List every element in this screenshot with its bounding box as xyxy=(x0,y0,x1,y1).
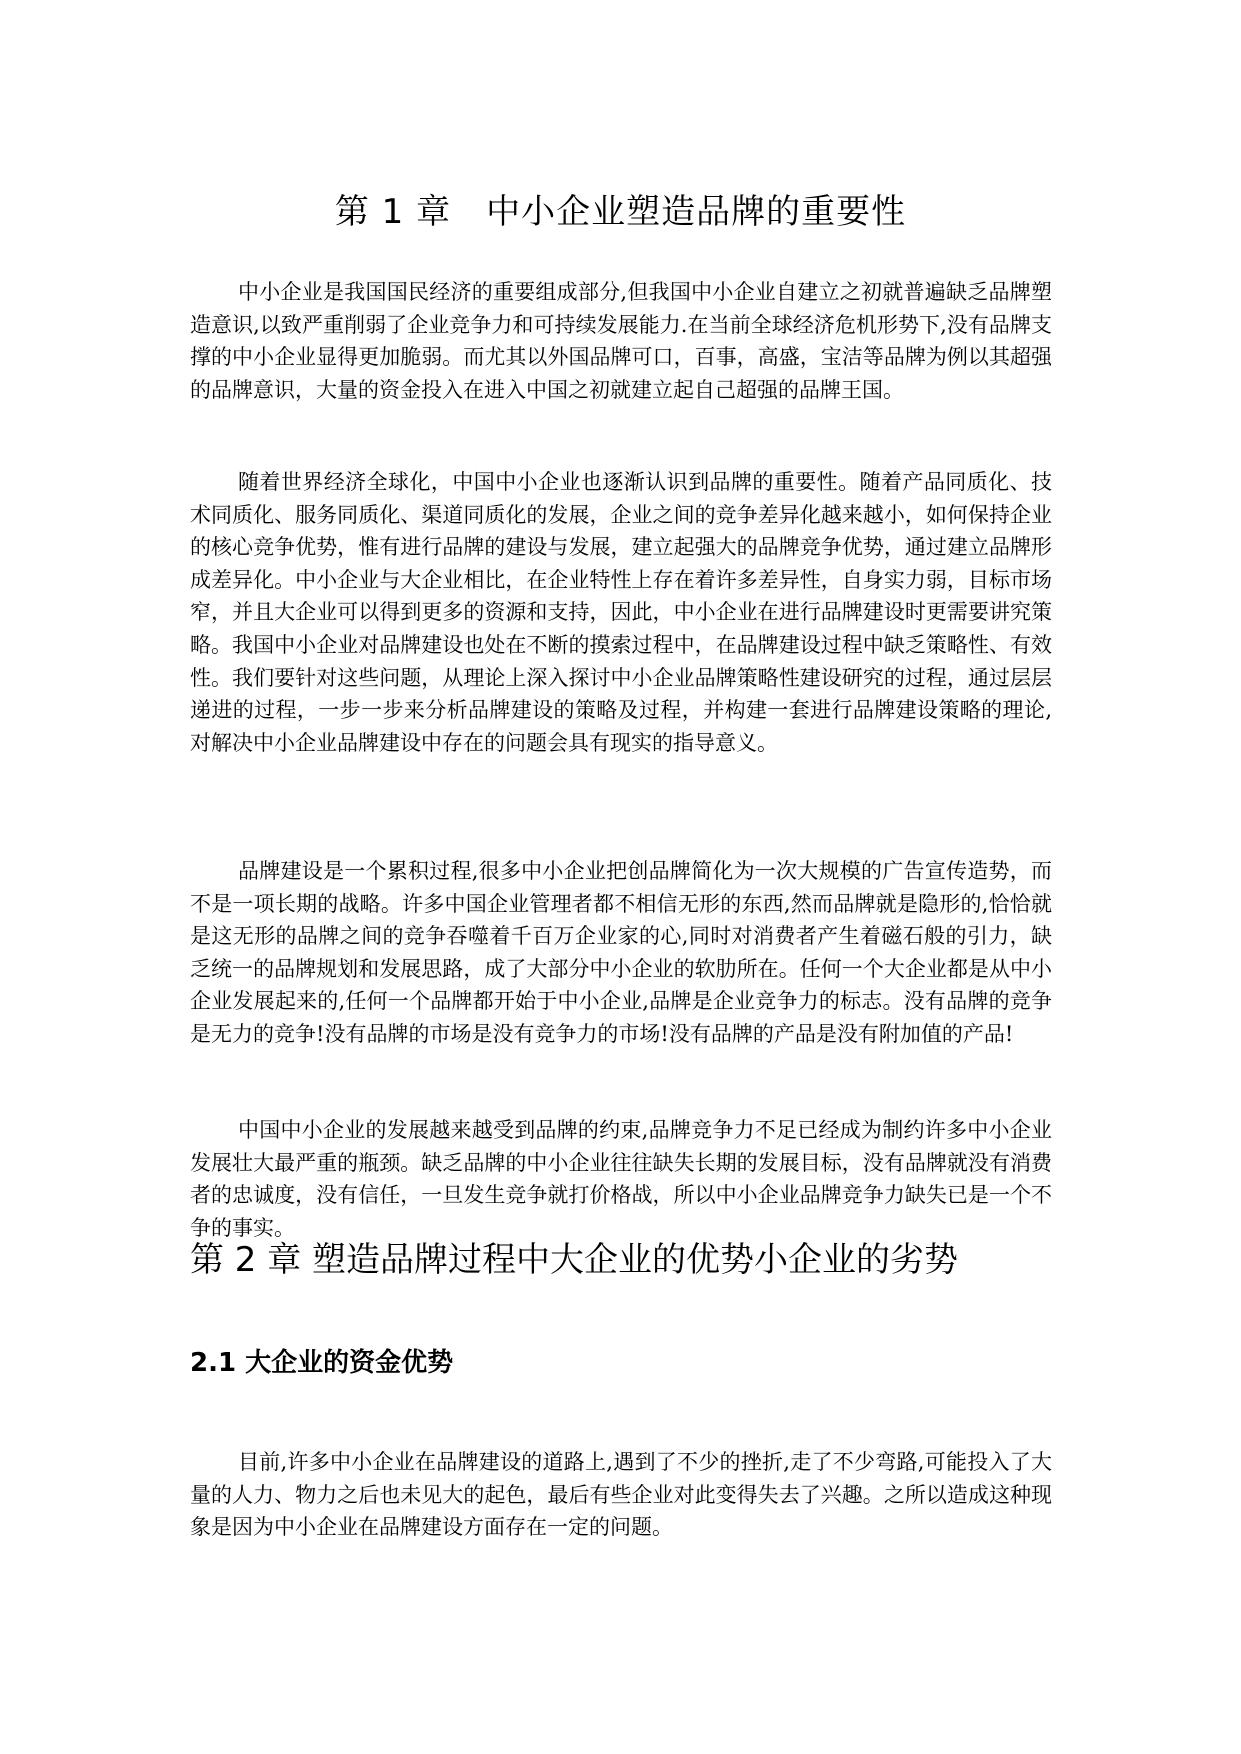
section-2-1-title: 2.1 大企业的资金优势 xyxy=(190,1348,454,1378)
chapter-1-paragraph-2: 随着世界经济全球化，中国中小企业也逐渐认识到品牌的重要性。随着产品同质化、技术同质化、服务同质化、渠道同质化的发展，企业之间的竞争差异化越来越小，如何保持企业的核心竞争优势，惟有进行品牌的建设与发展，建立起强大的品牌竞争优势，通过建立品牌形成差异化。中小企业与大企业相比，在企业特性上存在着许多差异性，自身实力弱，目标市场窄，并且大企业可以得到更多的资源和支持，因此，中小企业在进行品牌建设时更需要讲究策略。我国中小企业对品牌建设也处在不断的摸索过程中，在品牌建设过程中缺乏策略性、有效性。我们要针对这些问题，从理论上深入探讨中小企业品牌策略性建设研究的过程，通过层层递进的过程，一步一步来分析品牌建设的策略及过程，并构建一套进行品牌建设策略的理论,对解决中小企业品牌建设中存在的问题会具有现实的指导意义。 xyxy=(190,470,1052,755)
section-2-1-paragraph-1: 目前,许多中小企业在品牌建设的道路上,遇到了不少的挫折,走了不少弯路,可能投入了大量的人力、物力之后也未见大的起色，最后有些企业对此变得失去了兴趣。之所以造成这种现象是因为中小企业在品牌建设方面存在一定的问题。 xyxy=(190,1450,1052,1540)
chapter-1-paragraph-3: 品牌建设是一个累积过程,很多中小企业把创品牌简化为一次大规模的广告宣传造势，而不是一项长期的战略。许多中国企业管理者都不相信无形的东西,然而品牌就是隐形的,恰恰就是这无形的品牌之间的竞争吞噬着千百万企业家的心,同时对消费者产生着磁石般的引力，缺乏统一的品牌规划和发展思路，成了大部分中小企业的软肋所在。任何一个大企业都是从中小企业发展起来的,任何一个品牌都开始于中小企业,品牌是企业竞争力的标志。没有品牌的竞争是无力的竞争!没有品牌的市场是没有竞争力的市场!没有品牌的产品是没有附加值的产品! xyxy=(190,859,1052,1046)
chapter-2-title: 第 2 章 塑造品牌过程中大企业的优势小企业的劣势 xyxy=(190,1240,959,1280)
chapter-1-paragraph-1: 中小企业是我国国民经济的重要组成部分,但我国中小企业自建立之初就普遍缺乏品牌塑造意识,以致严重削弱了企业竞争力和可持续发展能力.在当前全球经济危机形势下,没有品牌支撑的中小企业显得更加脆弱。而尤其以外国品牌可口，百事，高盛，宝洁等品牌为例以其超强的品牌意识，大量的资金投入在进入中国之初就建立起自己超强的品牌王国。 xyxy=(190,280,1052,402)
chapter-1-paragraph-4: 中国中小企业的发展越来越受到品牌的约束,品牌竞争力不足已经成为制约许多中小企业发展壮大最严重的瓶颈。缺乏品牌的中小企业往往缺失长期的发展目标，没有品牌就没有消费者的忠诚度，没有信任，一旦发生竞争就打价格战，所以中小企业品牌竞争力缺失已是一个不争的事实。 xyxy=(190,1118,1052,1240)
chapter-1-title: 第 1 章 中小企业塑造品牌的重要性 xyxy=(334,192,907,232)
